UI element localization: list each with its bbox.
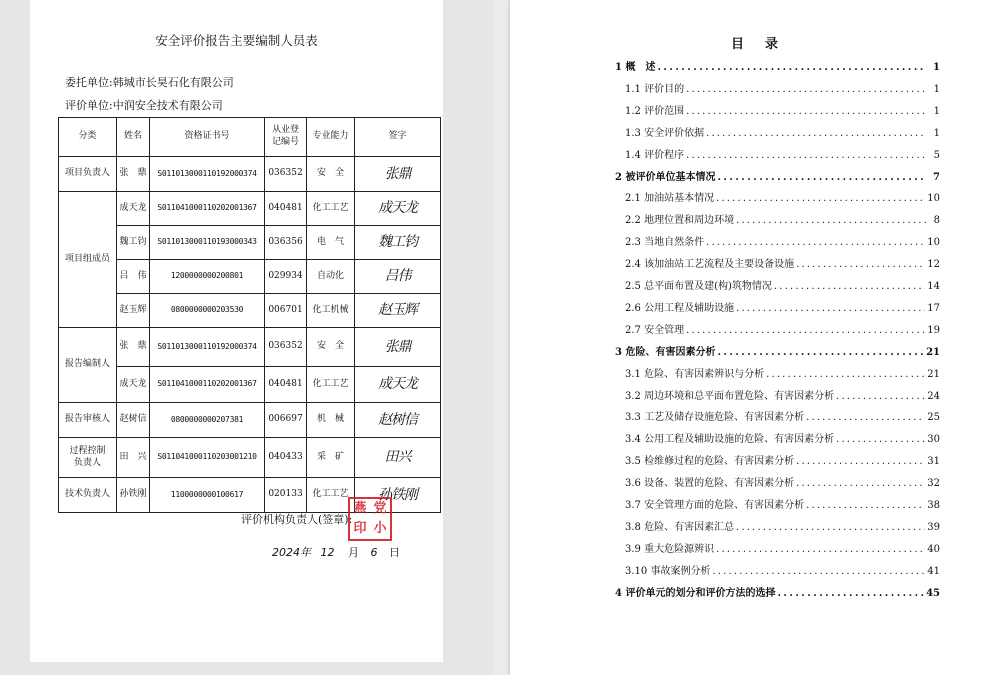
toc-item[interactable] xyxy=(625,211,940,226)
category-cell: 项目负责人 xyxy=(59,157,117,192)
reg-cell: 036352 xyxy=(265,328,307,367)
cert-cell: 0800000000207381 xyxy=(150,403,265,438)
toc-item-label: 3.2 周边环境和总平面布置危险、有害因素分析 xyxy=(625,390,835,402)
toc-item-label: 3.5 检维修过程的危险、有害因素分析 xyxy=(625,456,795,468)
cert-cell: S011041000110202001367 xyxy=(150,367,265,403)
toc-leader-dots xyxy=(716,544,925,555)
category-cell: 项目组成员 xyxy=(59,192,117,328)
ability-cell: 机 械 xyxy=(307,403,355,438)
date-month: 12 xyxy=(320,546,335,559)
category-cell: 报告审核人 xyxy=(59,403,117,438)
toc-item[interactable] xyxy=(625,365,940,380)
toc-item[interactable] xyxy=(625,408,940,423)
document-page-right xyxy=(510,0,1003,675)
toc-item-page: 40 xyxy=(927,543,940,555)
category-cell: 报告编制人 xyxy=(59,328,117,403)
stamp-char: 小 xyxy=(373,521,387,536)
client-value: 韩城市长昊石化有限公司 xyxy=(112,76,234,89)
table-row xyxy=(59,226,441,260)
name-cell: 魏工钧 xyxy=(117,226,150,260)
toc-item-page: 8 xyxy=(933,215,940,227)
toc-item[interactable] xyxy=(625,102,940,117)
cert-cell: S011041000110203001210 xyxy=(150,438,265,478)
reg-cell: 006697 xyxy=(265,403,307,438)
toc-item[interactable] xyxy=(615,168,940,183)
toc-item[interactable] xyxy=(625,452,940,467)
toc-item-label: 2.4 该加油站工艺流程及主要设备设施 xyxy=(625,259,795,271)
table-row xyxy=(59,328,441,367)
toc-item[interactable] xyxy=(625,518,940,533)
toc-item[interactable] xyxy=(625,189,940,204)
page-gap xyxy=(443,0,495,675)
toc-leader-dots xyxy=(806,412,925,423)
name-cell: 赵树信 xyxy=(117,403,150,438)
date-day: 6 xyxy=(370,546,378,559)
toc-item-page: 1 xyxy=(933,62,940,73)
toc-leader-dots xyxy=(717,172,926,183)
name-cell: 孙铁刚 xyxy=(117,478,150,513)
reg-cell: 036356 xyxy=(265,226,307,260)
evaluator-label: 评价单位: xyxy=(65,99,113,112)
toc-item-page: 17 xyxy=(927,302,940,314)
toc-leader-dots xyxy=(717,347,924,358)
toc-item-label: 3.7 安全管理方面的危险、有害因素分析 xyxy=(625,500,805,511)
reg-cell: 040481 xyxy=(265,192,307,226)
toc-item-label: 1.1 评价目的 xyxy=(625,83,685,95)
header-cell: 签字 xyxy=(355,118,441,157)
cert-cell: 1200000000200801 xyxy=(150,260,265,294)
ability-cell: 化工工艺 xyxy=(307,192,355,226)
approver-label: 评价机构负责人(签章): xyxy=(241,513,353,526)
name-cell: 田 兴 xyxy=(117,438,150,478)
toc-leader-dots xyxy=(657,62,926,73)
name-cell: 赵玉辉 xyxy=(117,294,150,328)
cert-cell: S011013000110192000374 xyxy=(150,157,265,192)
cert-cell: 0800000000203530 xyxy=(150,294,265,328)
evaluator-value: 中润安全技术有限公司 xyxy=(112,99,223,112)
table-row xyxy=(59,157,441,192)
stamp-char: 印 xyxy=(353,521,367,536)
cert-cell: S011013000110192000374 xyxy=(150,328,265,367)
toc-item[interactable] xyxy=(625,277,940,292)
toc-leader-dots xyxy=(806,500,925,511)
ability-cell: 化工机械 xyxy=(307,294,355,328)
toc-item-page: 41 xyxy=(927,565,940,577)
toc-item-label: 2.7 安全管理 xyxy=(625,324,685,336)
toc-item-label: 2 被评价单位基本情况 xyxy=(615,171,716,183)
toc-item-label: 2.6 公用工程及辅助设施 xyxy=(625,302,735,314)
toc-item-page: 30 xyxy=(927,434,940,446)
toc-item-label: 1.4 评价程序 xyxy=(625,149,685,161)
signature-cell: 孙铁刚 xyxy=(355,478,441,513)
toc-item-label: 3.3 工艺及储存设施危险、有害因素分析 xyxy=(625,412,805,424)
toc-item-page: 19 xyxy=(927,324,940,336)
toc-leader-dots xyxy=(686,325,925,336)
cert-cell: S011013000110193000343 xyxy=(150,226,265,260)
toc-item-page: 31 xyxy=(927,456,940,468)
toc-item[interactable] xyxy=(625,540,940,555)
toc-item-page: 12 xyxy=(927,259,940,271)
table-row xyxy=(59,294,441,328)
toc-leader-dots xyxy=(766,369,925,380)
header-cell: 资格证书号 xyxy=(150,118,265,157)
toc-leader-dots xyxy=(796,259,925,270)
toc-item-label: 2.3 当地自然条件 xyxy=(625,237,705,249)
toc-item[interactable] xyxy=(625,321,940,336)
signature-cell: 魏工钧 xyxy=(355,226,441,260)
reg-cell: 036352 xyxy=(265,157,307,192)
toc-item[interactable] xyxy=(625,233,940,248)
toc-item-page: 45 xyxy=(926,587,940,599)
date-year: 2024年 xyxy=(272,546,311,559)
toc-item-label: 1 概 述 xyxy=(615,62,656,73)
toc-leader-dots xyxy=(706,237,925,248)
table-header-row xyxy=(59,118,441,157)
toc-item[interactable] xyxy=(625,496,940,511)
toc-item[interactable] xyxy=(625,430,940,445)
toc-item-page: 32 xyxy=(927,478,940,490)
toc-item[interactable] xyxy=(615,58,940,73)
toc-leader-dots xyxy=(686,150,926,161)
signature-cell: 赵玉辉 xyxy=(355,294,441,328)
category-cell: 技术负责人 xyxy=(59,478,117,513)
toc-item-page: 1 xyxy=(933,105,940,117)
toc-item-label: 3.8 危险、有害因素汇总 xyxy=(625,521,735,533)
evaluator-line xyxy=(65,97,223,113)
toc-item[interactable] xyxy=(625,387,940,402)
signature-cell: 田兴 xyxy=(355,438,441,478)
header-cell: 专业能力 xyxy=(307,118,355,157)
toc-item-label: 3.1 危险、有害因素辨识与分析 xyxy=(625,368,765,380)
toc-item[interactable] xyxy=(625,474,940,489)
toc-item-page: 7 xyxy=(933,171,940,183)
ability-cell: 采 矿 xyxy=(307,438,355,478)
toc-item-page: 1 xyxy=(933,83,940,95)
toc-leader-dots xyxy=(686,106,926,117)
toc-item-label: 1.3 安全评价依据 xyxy=(625,127,705,139)
toc-item-label: 1.2 评价范围 xyxy=(625,105,685,117)
signature-cell: 成天龙 xyxy=(355,367,441,403)
signature-cell: 赵树信 xyxy=(355,403,441,438)
toc-item[interactable] xyxy=(615,584,940,599)
reg-cell: 020133 xyxy=(265,478,307,513)
date-month-label: 月 xyxy=(348,546,359,559)
toc-item[interactable] xyxy=(625,124,940,139)
toc-item-page: 39 xyxy=(927,521,940,533)
reg-cell: 006701 xyxy=(265,294,307,328)
toc-item[interactable] xyxy=(625,255,940,270)
sign-date xyxy=(272,544,400,560)
toc-item-page: 24 xyxy=(927,390,940,402)
ability-cell: 化工工艺 xyxy=(307,478,355,513)
reg-cell: 040481 xyxy=(265,367,307,403)
staff-table-title: 安全评价报告主要编制人员表 xyxy=(155,33,318,48)
toc-leader-dots xyxy=(736,215,926,226)
signature-cell: 张鼎 xyxy=(355,328,441,367)
toc-item-page: 38 xyxy=(927,500,940,511)
toc-item[interactable] xyxy=(625,562,940,577)
toc-leader-dots xyxy=(836,434,925,445)
client-label: 委托单位: xyxy=(65,76,113,89)
toc-item-page: 10 xyxy=(927,193,940,205)
toc-leader-dots xyxy=(777,588,924,599)
toc-leader-dots xyxy=(736,303,925,314)
toc-item-page: 10 xyxy=(927,237,940,249)
date-day-label: 日 xyxy=(389,546,400,559)
toc-item[interactable] xyxy=(625,80,940,95)
table-row xyxy=(59,192,441,226)
name-cell: 吕 伟 xyxy=(117,260,150,294)
toc-item-label: 3 危险、有害因素分析 xyxy=(615,346,716,358)
header-cell: 姓名 xyxy=(117,118,150,157)
table-row xyxy=(59,367,441,403)
table-row xyxy=(59,438,441,478)
signature-cell: 成天龙 xyxy=(355,192,441,226)
cert-cell: S011041000110202001367 xyxy=(150,192,265,226)
stamp-char: 党 xyxy=(373,501,387,516)
ability-cell: 安 全 xyxy=(307,157,355,192)
ability-cell: 化工工艺 xyxy=(307,367,355,403)
toc-item[interactable] xyxy=(615,343,940,358)
cert-cell: 1100000000100617 xyxy=(150,478,265,513)
staff-table xyxy=(58,117,441,513)
toc-item-page: 1 xyxy=(933,127,940,139)
name-cell: 张 鼎 xyxy=(117,328,150,367)
toc-item-label: 4 评价单元的划分和评价方法的选择 xyxy=(615,587,776,599)
signature-cell: 吕伟 xyxy=(355,260,441,294)
ability-cell: 安 全 xyxy=(307,328,355,367)
name-cell: 成天龙 xyxy=(117,367,150,403)
name-cell: 成天龙 xyxy=(117,192,150,226)
signature-cell: 张鼎 xyxy=(355,157,441,192)
stamp-char: 燕 xyxy=(353,501,367,516)
header-cell: 从业登记编号 xyxy=(265,118,307,157)
toc-item-label: 2.2 地理位置和周边环境 xyxy=(625,215,735,227)
toc-item-label: 3.4 公用工程及辅助设施的危险、有害因素分析 xyxy=(625,434,835,446)
name-cell: 张 鼎 xyxy=(117,157,150,192)
toc-leader-dots xyxy=(686,84,926,95)
toc-title: 目 录 xyxy=(730,37,782,52)
toc-item-label: 3.9 重大危险源辨识 xyxy=(625,543,715,555)
reg-cell: 029934 xyxy=(265,260,307,294)
header-cell: 分类 xyxy=(59,118,117,157)
toc-leader-dots xyxy=(836,391,925,402)
toc-leader-dots xyxy=(796,456,925,467)
scrollbar-track[interactable] xyxy=(494,0,510,675)
toc-item[interactable] xyxy=(625,299,940,314)
toc-item-label: 3.6 设备、装置的危险、有害因素分析 xyxy=(625,478,795,490)
toc-leader-dots xyxy=(774,281,925,292)
table-row xyxy=(59,260,441,294)
reg-cell: 040433 xyxy=(265,438,307,478)
toc-item-page: 5 xyxy=(933,149,940,161)
toc-leader-dots xyxy=(796,478,925,489)
toc-leader-dots xyxy=(736,522,925,533)
ability-cell: 自动化 xyxy=(307,260,355,294)
client-line xyxy=(65,74,234,90)
toc-item-label: 2.1 加油站基本情况 xyxy=(625,193,715,205)
table-row xyxy=(59,403,441,438)
official-stamp xyxy=(348,497,392,541)
toc-item-page: 21 xyxy=(926,346,940,358)
toc-leader-dots xyxy=(712,566,925,577)
toc-item[interactable] xyxy=(625,146,940,161)
toc-item-page: 25 xyxy=(927,412,940,424)
toc-item-page: 21 xyxy=(927,368,940,380)
category-cell: 过程控制负责人 xyxy=(59,438,117,478)
toc-leader-dots xyxy=(706,128,926,139)
toc-item-page: 14 xyxy=(927,281,940,292)
ability-cell: 电 气 xyxy=(307,226,355,260)
toc-item-label: 3.10 事故案例分析 xyxy=(625,565,711,577)
document-page-left xyxy=(30,0,443,662)
toc-item-label: 2.5 总平面布置及建(构)筑物情况 xyxy=(625,281,772,292)
toc-leader-dots xyxy=(716,193,925,204)
